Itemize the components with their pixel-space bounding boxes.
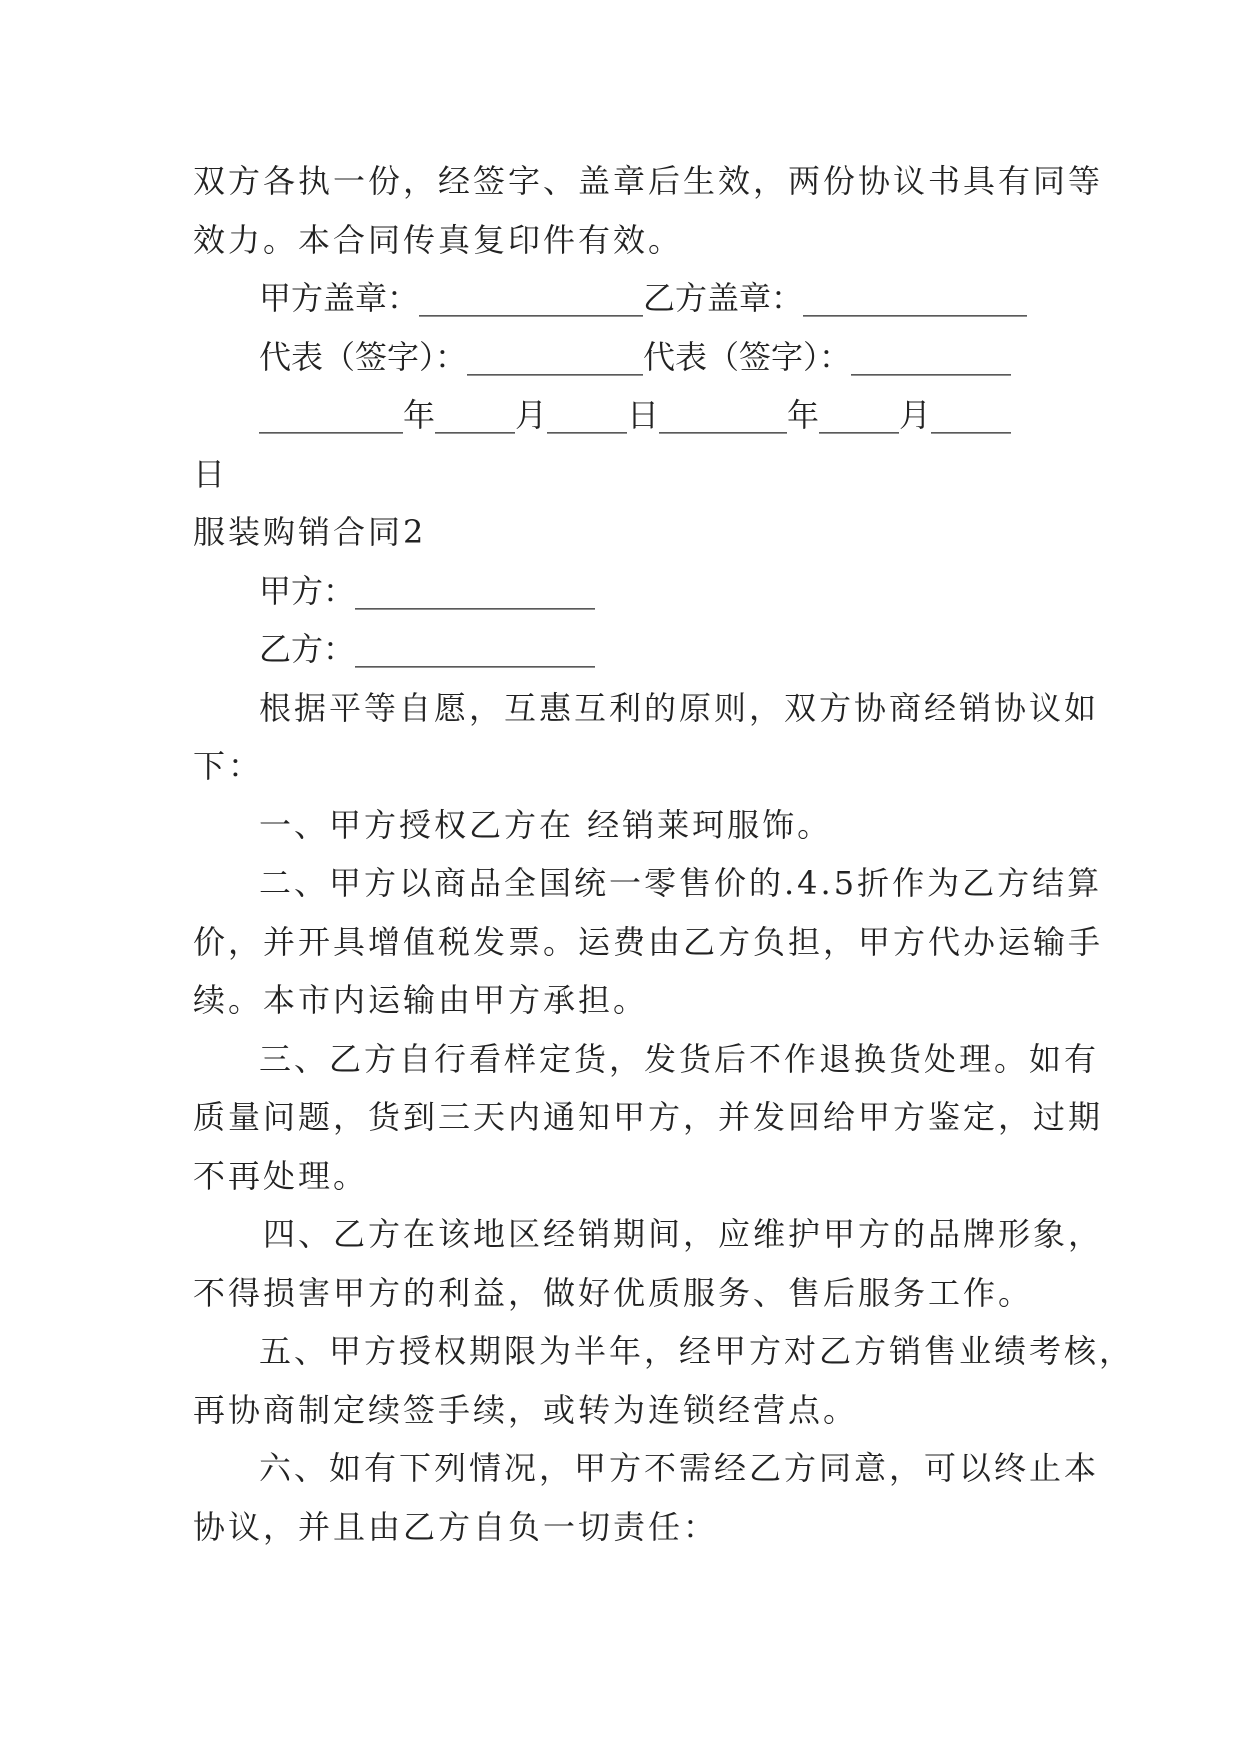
paragraph-line: 协议，并且由乙方自负一切责任： [193,1507,719,1546]
clause-1: 一、甲方授权乙方在 经销莱珂服饰。 [259,805,833,844]
clause-4: 四、乙方在该地区经销期间，应维护甲方的品牌形象， [263,1215,1104,1253]
paragraph-line: 续。本市内运输由甲方承担。 [193,981,649,1019]
party-b-line: 乙方：_______________ [259,630,596,668]
clause-3: 三、乙方自行看样定货，发货后不作退换货处理。如有 [259,1039,1100,1078]
paragraph-line: 效力。本合同传真复印件有效。 [193,220,684,259]
date-line-continued: 日 [193,454,229,493]
seal-line: 甲方盖章：______________乙方盖章：______________ [259,279,1028,317]
signature-line: 代表（签字）：___________代表（签字）：__________ [259,337,1012,376]
paragraph-line: 再协商制定续签手续，或转为连锁经营点。 [193,1390,859,1429]
clause-6: 六、如有下列情况，甲方不需经乙方同意，可以终止本 [259,1449,1100,1487]
paragraph-line: 不得损害甲方的利益，做好优质服务、售后服务工作。 [193,1273,1034,1312]
clause-5: 五、甲方授权期限为半年，经甲方对乙方销售业绩考核， [259,1332,1135,1370]
paragraph-line: 根据平等自愿，互惠互利的原则，双方协商经销协议如 [259,688,1100,727]
paragraph-line: 双方各执一份，经签字、盖章后生效，两份协议书具有同等 [193,162,1104,200]
party-a-line: 甲方：_______________ [259,571,596,610]
clause-2: 二、甲方以商品全国统一零售价的.4.5折作为乙方结算 [259,864,1103,902]
paragraph-line: 质量问题，货到三天内通知甲方，并发回给甲方鉴定，过期 [193,1098,1104,1136]
paragraph-line: 价，并开具增值税发票。运费由乙方负担，甲方代办运输手 [193,922,1104,961]
paragraph-line: 不再处理。 [193,1156,369,1195]
contract-title: 服装购销合同2 [193,513,427,551]
paragraph-line: 下： [193,747,264,785]
date-line: _________年_____月_____日________年_____月_____ [259,396,1012,434]
document-body [193,152,1135,1556]
